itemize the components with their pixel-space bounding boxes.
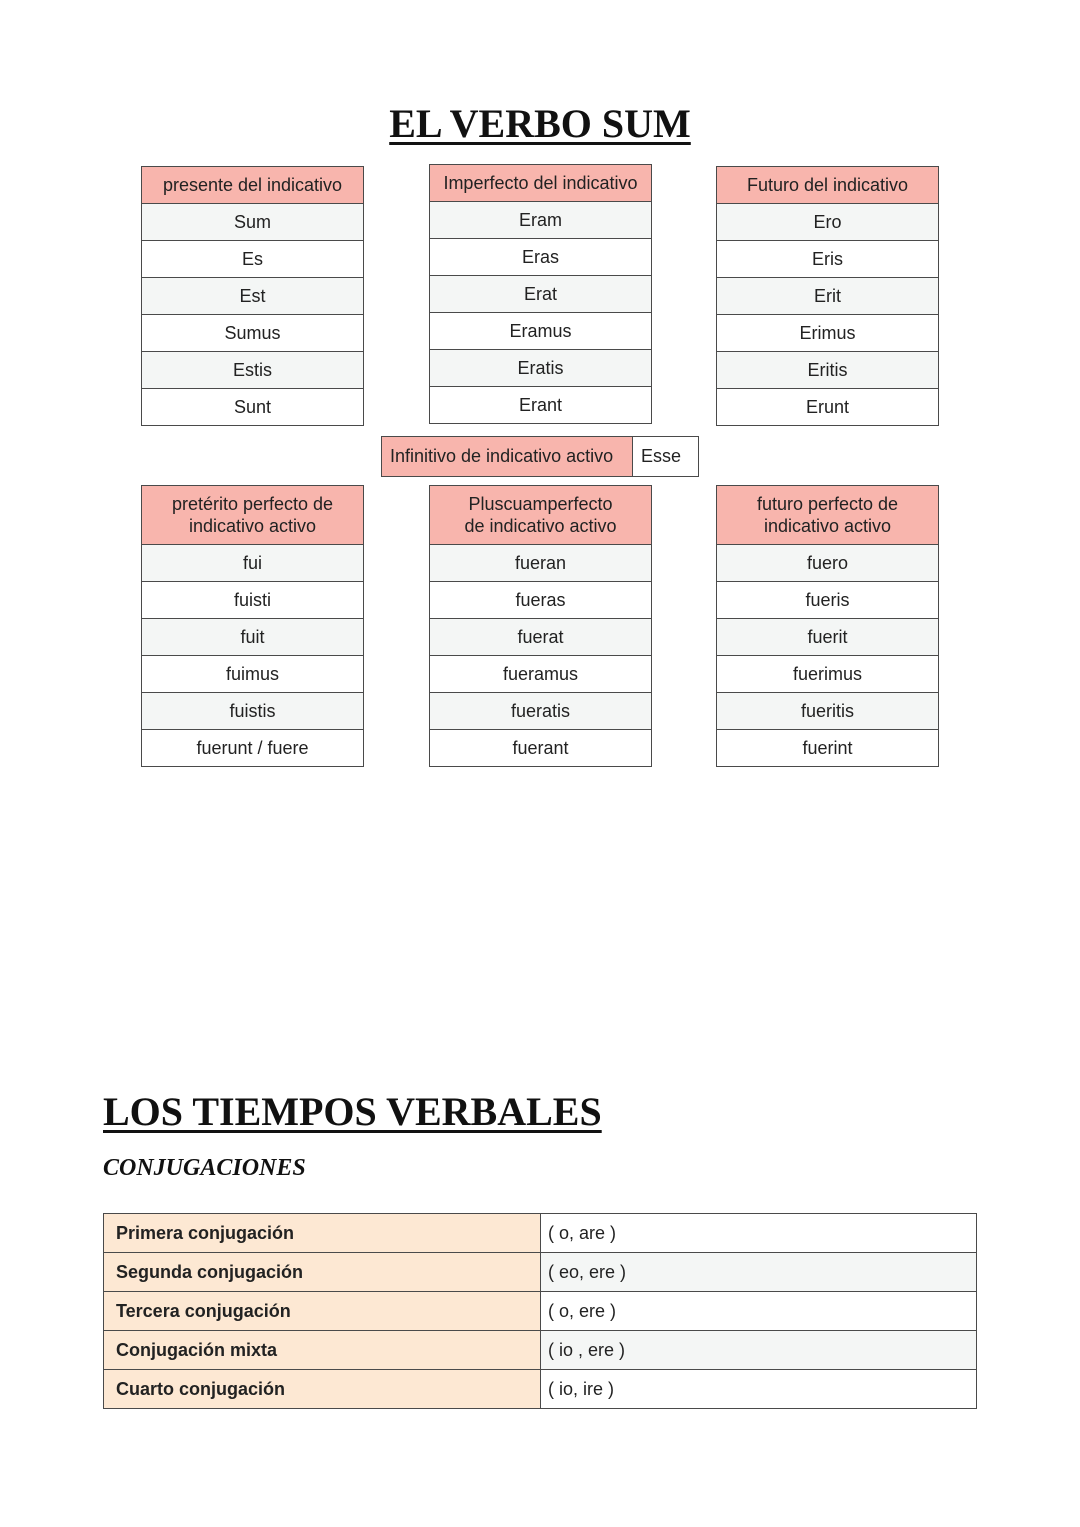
table-cell: fuerit: [717, 619, 939, 656]
conjugation-ending: ( io , ere ): [541, 1331, 977, 1370]
table-cell: fueris: [717, 582, 939, 619]
imperfecto-table: [429, 164, 652, 424]
table-header: Imperfecto del indicativo: [430, 165, 652, 202]
table-cell: fueritis: [717, 693, 939, 730]
infinitivo-value: Esse: [633, 437, 699, 477]
table-row: [104, 1331, 977, 1370]
infinitivo-label: Infinitivo de indicativo activo: [382, 437, 633, 477]
conjugation-ending: ( o, ere ): [541, 1292, 977, 1331]
conjugation-ending: ( o, are ): [541, 1214, 977, 1253]
table-cell: Eras: [430, 239, 652, 276]
conjugation-ending: ( eo, ere ): [541, 1253, 977, 1292]
conjugation-name: Segunda conjugación: [104, 1253, 541, 1292]
table-cell: Sunt: [142, 389, 364, 426]
table-cell: fuerimus: [717, 656, 939, 693]
table-cell: fuisti: [142, 582, 364, 619]
conjugation-name: Tercera conjugación: [104, 1292, 541, 1331]
table-cell: fuit: [142, 619, 364, 656]
section-title: LOS TIEMPOS VERBALES: [103, 1089, 602, 1134]
table-cell: Ero: [717, 204, 939, 241]
table-cell: fuero: [717, 545, 939, 582]
futuro-table: [716, 166, 939, 426]
conjugation-name: Cuarto conjugación: [104, 1370, 541, 1409]
conjugation-name: Conjugación mixta: [104, 1331, 541, 1370]
table-cell: Erit: [717, 278, 939, 315]
perfecto-table: [141, 485, 364, 767]
header-line: pretérito perfecto de: [171, 494, 334, 514]
header-line: Pluscuamperfecto: [468, 494, 613, 514]
page-title: EL VERBO SUM: [389, 101, 691, 146]
table-cell: Eris: [717, 241, 939, 278]
table-header: [142, 486, 364, 545]
table-cell: Erimus: [717, 315, 939, 352]
table-row: [104, 1292, 977, 1331]
table-cell: fueras: [430, 582, 652, 619]
infinitivo-table: [381, 436, 699, 477]
table-cell: Eram: [430, 202, 652, 239]
table-cell: Es: [142, 241, 364, 278]
table-cell: Erant: [430, 387, 652, 424]
table-cell: fueratis: [430, 693, 652, 730]
table-header: [717, 486, 939, 545]
table-cell: Sum: [142, 204, 364, 241]
conjugation-name: Primera conjugación: [104, 1214, 541, 1253]
conjugaciones-table: [103, 1213, 977, 1409]
table-cell: fuerunt / fuere: [142, 730, 364, 767]
table-row: [104, 1370, 977, 1409]
table-cell: Erunt: [717, 389, 939, 426]
conjugation-ending: ( io, ire ): [541, 1370, 977, 1409]
table-cell: Sumus: [142, 315, 364, 352]
header-line: futuro perfecto de: [756, 494, 899, 514]
header-line: de indicativo activo: [464, 516, 617, 536]
table-cell: Erat: [430, 276, 652, 313]
table-cell: fueran: [430, 545, 652, 582]
table-cell: Estis: [142, 352, 364, 389]
table-row: [104, 1253, 977, 1292]
table-cell: fuerint: [717, 730, 939, 767]
table-cell: Est: [142, 278, 364, 315]
table-cell: fuimus: [142, 656, 364, 693]
table-cell: fueramus: [430, 656, 652, 693]
header-line: indicativo activo: [188, 516, 317, 536]
futuro-perfecto-table: [716, 485, 939, 767]
table-cell: fuistis: [142, 693, 364, 730]
section-subtitle: CONJUGACIONES: [103, 1155, 306, 1181]
table-cell: fuerant: [430, 730, 652, 767]
table-cell: Eramus: [430, 313, 652, 350]
table-header: presente del indicativo: [142, 167, 364, 204]
table-cell: fui: [142, 545, 364, 582]
presente-table: [141, 166, 364, 426]
table-cell: fuerat: [430, 619, 652, 656]
pluscuamperfecto-table: [429, 485, 652, 767]
header-line: indicativo activo: [763, 516, 892, 536]
table-header: [430, 486, 652, 545]
table-cell: Eritis: [717, 352, 939, 389]
table-cell: Eratis: [430, 350, 652, 387]
table-header: Futuro del indicativo: [717, 167, 939, 204]
table-row: [104, 1214, 977, 1253]
